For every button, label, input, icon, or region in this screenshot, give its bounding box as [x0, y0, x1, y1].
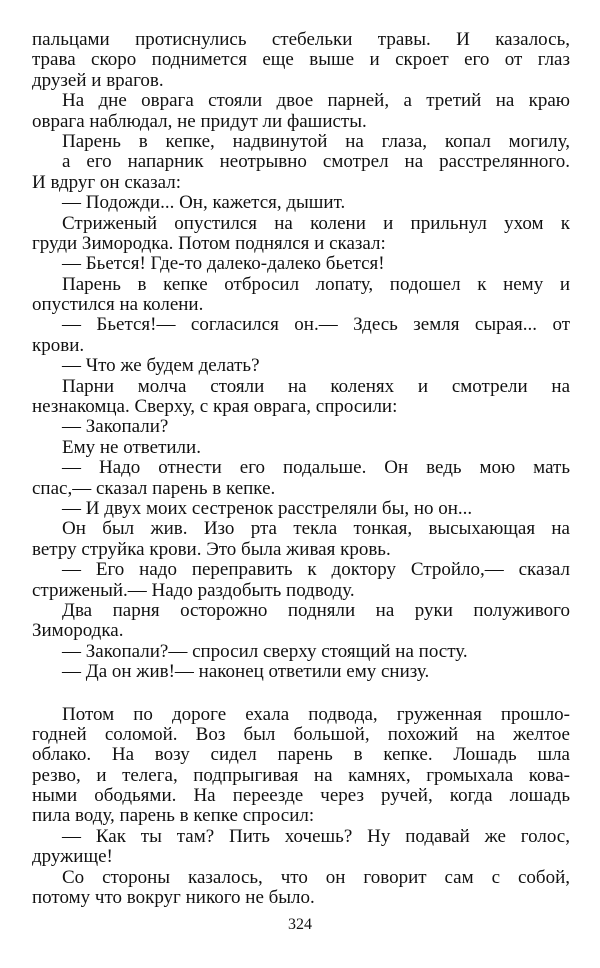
text-line: резво, и телега, подпрыгивая на камнях, громыхала кова-: [32, 764, 570, 786]
text-line: Зимородка.: [32, 620, 124, 642]
text-line: опустился на колени.: [32, 294, 204, 316]
text-line: Два парня осторожно подняли на руки полуживого: [62, 599, 570, 621]
text-line: — Что же будем делать?: [62, 355, 260, 377]
text-line: На дне оврага стояли двое парней, а третий на краю: [62, 90, 570, 112]
text-line: а его напарник неотрывно смотрел на расстрелянного.: [62, 151, 570, 173]
text-line: Парень в кепке, надвинутой на глаза, копал могилу,: [62, 130, 570, 152]
text-line: — Подожди... Он, кажется, дышит.: [62, 192, 346, 214]
text-line: спас,— сказал парень в кепке.: [32, 477, 276, 499]
text-line: пила воду, парень в кепке спросил:: [32, 805, 315, 827]
text-line: Ему не ответили.: [62, 436, 201, 458]
text-line: — Бьется! Где-то далеко-далеко бьется!: [62, 253, 385, 275]
text-line: ными ободьями. На переезде через ручей, когда лошадь: [32, 785, 570, 807]
text-line: друзей и врагов.: [32, 69, 164, 91]
text-line: оврага наблюдал, не придут ли фашисты.: [32, 110, 367, 132]
text-line: Со стороны казалось, что он говорит сам с собой,: [62, 866, 570, 888]
text-line: Стриженый опустился на колени и прильнул ухом к: [62, 212, 570, 234]
text-line: Он был жив. Изо рта текла тонкая, высыхающая на: [62, 518, 570, 540]
text-line: трава скоро поднимется еще выше и скроет его от глаз: [32, 49, 570, 71]
text-line: ветру струйка крови. Это была живая кровь.: [32, 538, 391, 560]
text-line: облако. На возу сидел парень в кепке. Лошадь шла: [32, 744, 570, 766]
text-line: — Бьется!— согласился он.— Здесь земля сырая... от: [62, 314, 570, 336]
text-line: — Закопали?: [62, 416, 169, 438]
text-line: — Закопали?— спросил сверху стоящий на посту.: [62, 640, 468, 662]
page-number: 324: [288, 916, 312, 933]
text-line: стриженый.— Надо раздобыть подводу.: [32, 579, 355, 601]
text-line: груди Зимородка. Потом поднялся и сказал:: [32, 232, 386, 254]
text-line: дружище!: [32, 846, 113, 868]
text-block-top: [32, 30, 570, 683]
text-line: — И двух моих сестренок расстреляли бы, но он...: [62, 497, 473, 519]
text-line: Парни молча стояли на коленях и смотрели на: [62, 375, 570, 397]
text-line: потому что вокруг никого не было.: [32, 887, 315, 909]
text-line: годней соломой. Воз был большой, похожий на желтое: [32, 723, 570, 745]
text-line: — Да он жив!— наконец ответили ему снизу.: [62, 661, 430, 683]
page-text: [32, 30, 570, 908]
text-line: Парень в кепке отбросил лопату, подошел к нему и: [62, 273, 570, 295]
text-line: Потом по дороге ехала подвода, груженная прошло-: [62, 703, 570, 725]
text-line: — Надо отнести его подальше. Он ведь мою мать: [62, 457, 570, 479]
text-line: — Его надо переправить к доктору Стройло,— сказал: [62, 559, 570, 581]
text-block-bottom: [32, 705, 570, 909]
section-break: [32, 683, 570, 705]
text-line: И вдруг он сказал:: [32, 171, 182, 193]
text-line: незнакомца. Сверху, с края оврага, спросили:: [32, 396, 398, 418]
text-line: крови.: [32, 334, 85, 356]
text-line: — Как ты там? Пить хочешь? Ну подавай же голос,: [62, 825, 570, 847]
text-line: пальцами протиснулись стебельки травы. И казалось,: [32, 29, 570, 50]
